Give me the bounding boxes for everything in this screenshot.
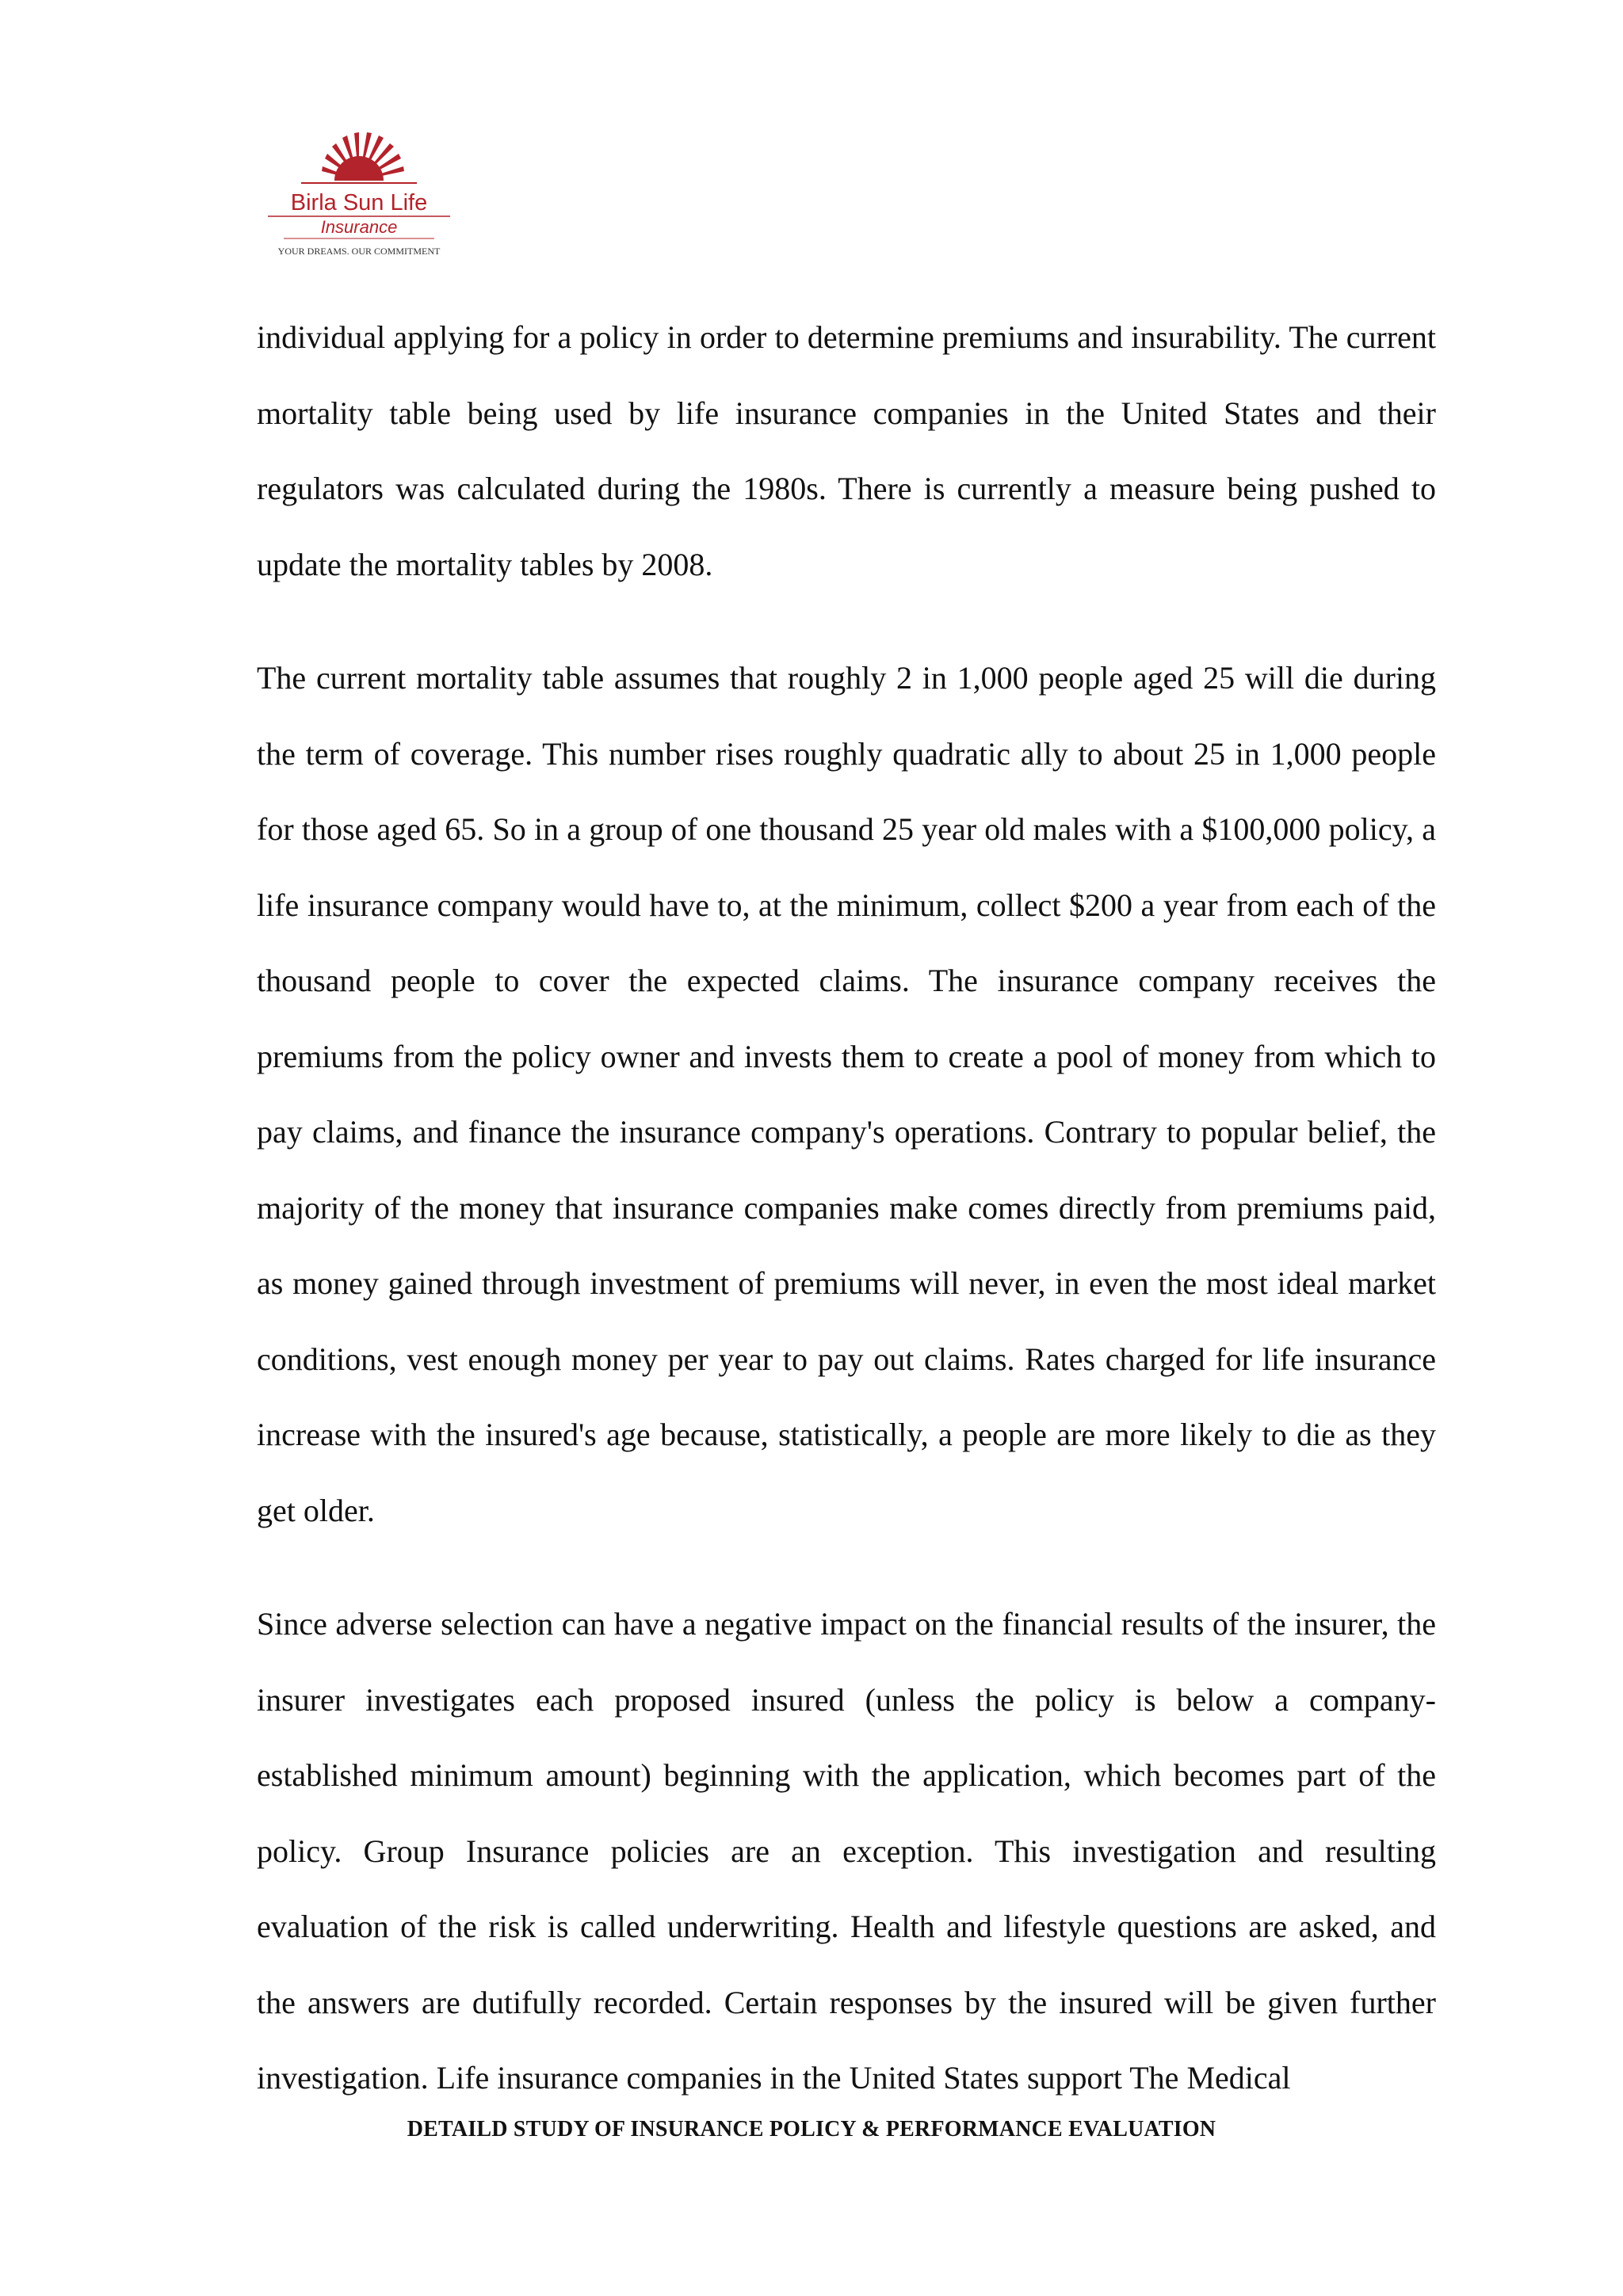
svg-text:Birla Sun Life: Birla Sun Life (290, 190, 428, 215)
paragraph-mortality-table: individual applying for a policy in order to determine premiums and insurability. The current mortality table being used by life insurance companies in the United States and their regulators was calculated during the 1980s. There is currently a measure being pushed to update the mortality tables by 2008. (257, 319, 1436, 582)
svg-text:Insurance: Insurance (320, 217, 398, 237)
paragraph-premium-calculation: The current mortality table assumes that roughly 2 in 1,000 people aged 25 will die during the term of coverage. This number rises roughly quadratic ally to about 25 in 1,000 people for those aged 65. So in a group of one thousand 25 year old males with a $100,000 policy, a life insurance company would have to, at the minimum, collect $200 a year from each of the thousand people to cover the expected claims. The insurance company receives the premiums from the policy owner and invests them to create a pool of money from which to pay claims, and finance the insurance company's operations. Contrary to popular belief, the majority of the money that insurance companies make comes directly from premiums paid, as money gained through investment of premiums will never, in even the most ideal market conditions, vest enough money per year to pay out claims. Rates charged for life insurance increase with the insured's age because, statistically, a people are more likely to die as they get older. (257, 660, 1436, 1528)
document-body (257, 299, 1436, 2116)
birla-sun-life-logo (252, 103, 466, 261)
page-footer: DETAILD STUDY OF INSURANCE POLICY & PERFORMANCE EVALUATION (407, 2117, 1216, 2142)
company-logo (252, 103, 466, 261)
paragraph-underwriting: Since adverse selection can have a negative impact on the financial results of the insurer, the insurer investigates each proposed insured (unless the policy is below a company-established minimum amount) beginning with the application, which becomes part of the policy. Group Insurance policies are an exception. This investigation and resulting evaluation of the risk is called underwriting. Health and lifestyle questions are asked, and the answers are dutifully recorded. Certain responses by the insured will be given further investigation. Life insurance companies in the United States support The Medical (257, 1606, 1436, 2096)
sun-icon (322, 132, 404, 181)
svg-text:YOUR DREAMS. OUR COMMITMENT: YOUR DREAMS. OUR COMMITMENT (277, 246, 441, 257)
